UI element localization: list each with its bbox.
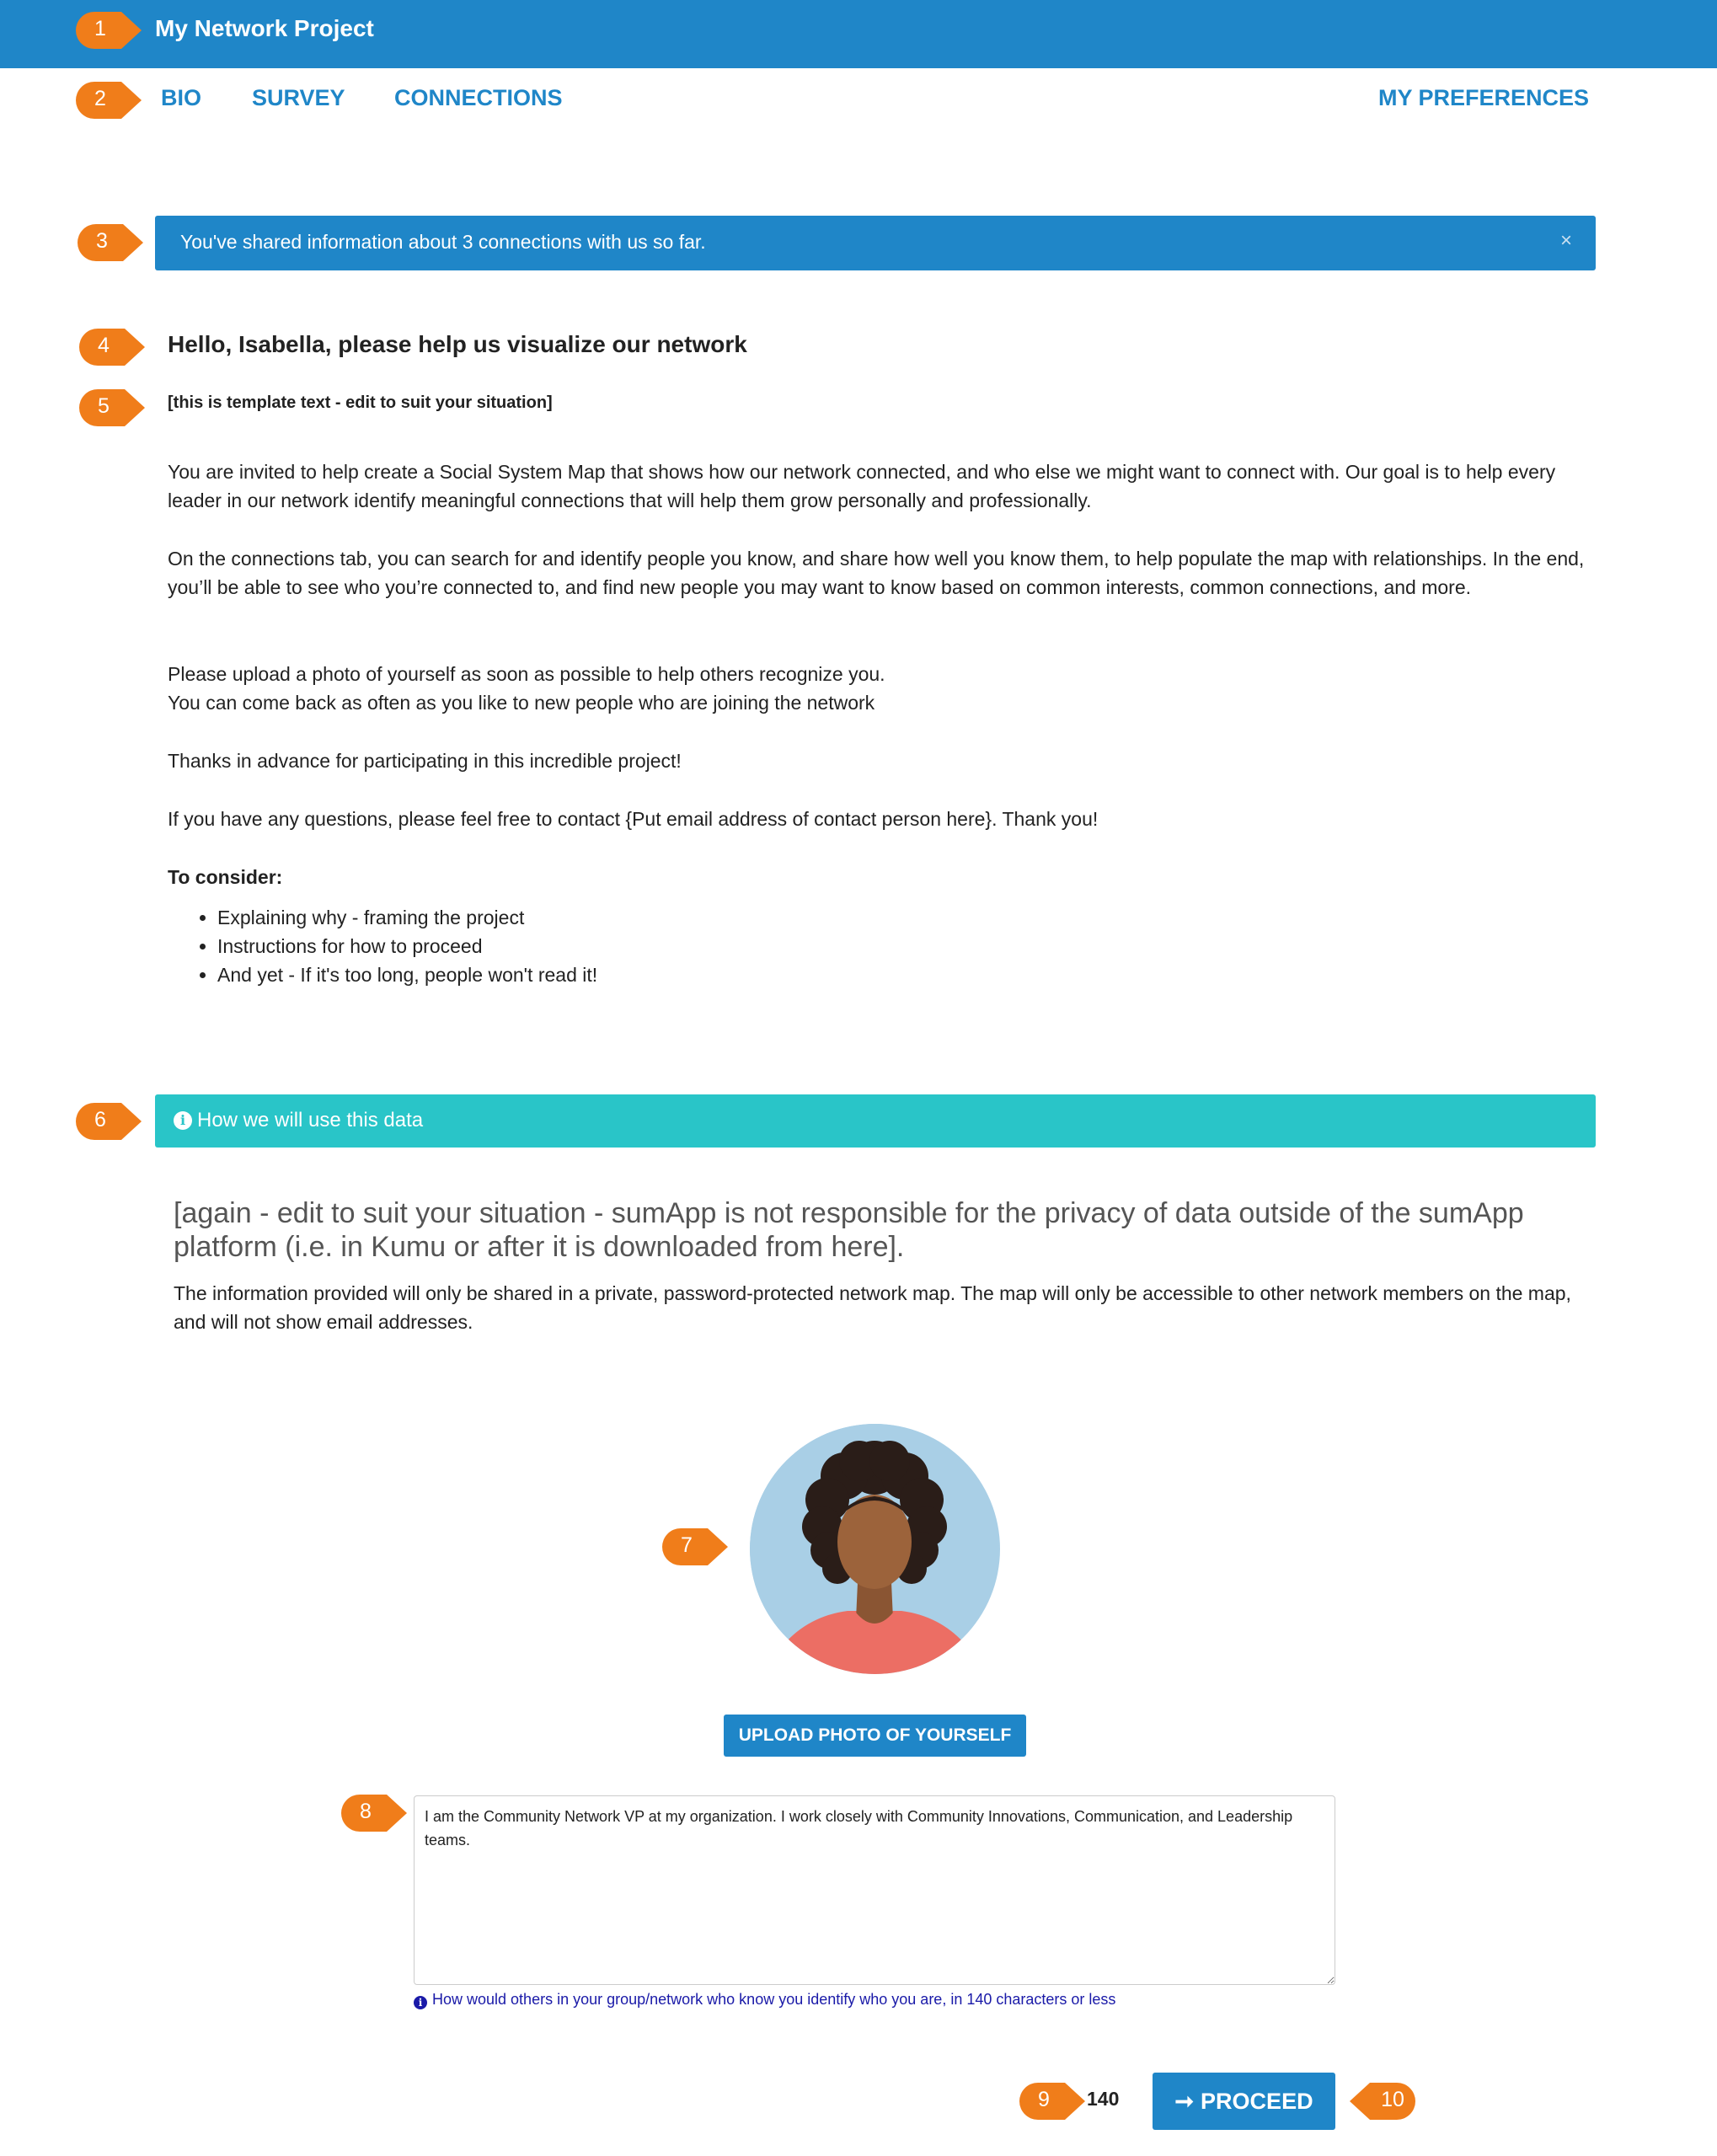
tab-survey[interactable]: SURVEY (252, 85, 345, 110)
bio-help-text (414, 1991, 1115, 2009)
annotation-marker: 5 (79, 389, 145, 426)
intro-paragraph: Please upload a photo of yourself as soon as possible to help others recognize you. (168, 663, 885, 685)
annotation-marker: 4 (79, 329, 145, 366)
intro-paragraph: You are invited to help create a Social System Map that shows how our network connected, and who else we might want to connect with. Our goal is to help every leader in our network identify meaningful connections that will help them grow personally and professionally. (168, 461, 1556, 511)
arrow-right-icon: ➞ (1174, 2088, 1195, 2114)
intro-paragraph: You can come back as often as you like to new people who are joining the network (168, 692, 875, 714)
app-header (0, 0, 1717, 68)
annotation-marker: 9 (1019, 2083, 1085, 2120)
info-icon: i (414, 1996, 427, 2009)
person-avatar-icon (750, 1424, 1000, 1674)
proceed-label: PROCEED (1201, 2088, 1313, 2114)
connections-alert (155, 216, 1596, 270)
annotation-marker: 7 (662, 1528, 728, 1565)
close-icon[interactable]: × (1559, 229, 1572, 252)
list-item: • And yet - If it's too long, people won't read it! (217, 960, 597, 989)
privacy-lead-text: [again - edit to suit your situation - sumApp is not responsible for the privacy of data outside of the sumApp platform (i.e. in Kumu or after it is downloaded from here]. (174, 1197, 1524, 1263)
list-item: • Instructions for how to proceed (217, 932, 597, 960)
data-use-label: How we will use this data (197, 1109, 424, 1131)
info-icon: i (174, 1111, 192, 1130)
consider-heading: To consider: (168, 866, 283, 888)
tab-bio[interactable]: BIO (161, 85, 202, 110)
list-item: • Explaining why - framing the project (217, 903, 597, 932)
intro-paragraph: Thanks in advance for participating in this incredible project! (168, 750, 682, 772)
bio-help-label: How would others in your group/network who know you identify who you are, in 140 characters or less (432, 1991, 1116, 2008)
upload-photo-button[interactable]: UPLOAD PHOTO OF YOURSELF (724, 1715, 1026, 1757)
data-use-banner[interactable] (155, 1094, 1596, 1148)
annotation-marker: 1 (76, 12, 142, 49)
intro-paragraph: On the connections tab, you can search for and identify people you know, and share how well you know them, to help populate the map with relationships. In the end, you’ll be able to see who you’re connected to, and find new people you may want to know based on common interests, common connections, and more. (168, 548, 1585, 598)
annotation-marker: 6 (76, 1103, 142, 1140)
character-counter: 140 (1087, 2088, 1120, 2110)
app-title[interactable]: My Network Project (155, 15, 374, 41)
intro-paragraph: If you have any questions, please feel free to contact {Put email address of contact person here}. Thank you! (168, 808, 1099, 830)
annotation-marker: 10 (1350, 2083, 1415, 2120)
consider-list (217, 903, 597, 989)
proceed-button[interactable] (1153, 2073, 1335, 2130)
privacy-body-text: The information provided will only be shared in a private, password-protected network map. The map will only be accessible to other network members on the map, and will not show email addresses. (174, 1282, 1571, 1333)
my-preferences-link[interactable]: MY PREFERENCES (1378, 85, 1590, 110)
main-nav (0, 68, 1717, 129)
annotation-marker: 2 (76, 82, 142, 119)
active-tab-indicator (136, 128, 227, 136)
template-note: [this is template text - edit to suit your situation] (168, 393, 553, 412)
bio-textarea[interactable] (414, 1795, 1335, 1985)
annotation-marker: 8 (341, 1795, 407, 1832)
avatar[interactable] (750, 1424, 1000, 1674)
alert-text: You've shared information about 3 connections with us so far. (180, 231, 706, 253)
tab-connections[interactable]: CONNECTIONS (394, 85, 563, 110)
page-title: Hello, Isabella, please help us visualize our network (168, 331, 747, 357)
annotation-marker: 3 (78, 224, 143, 261)
